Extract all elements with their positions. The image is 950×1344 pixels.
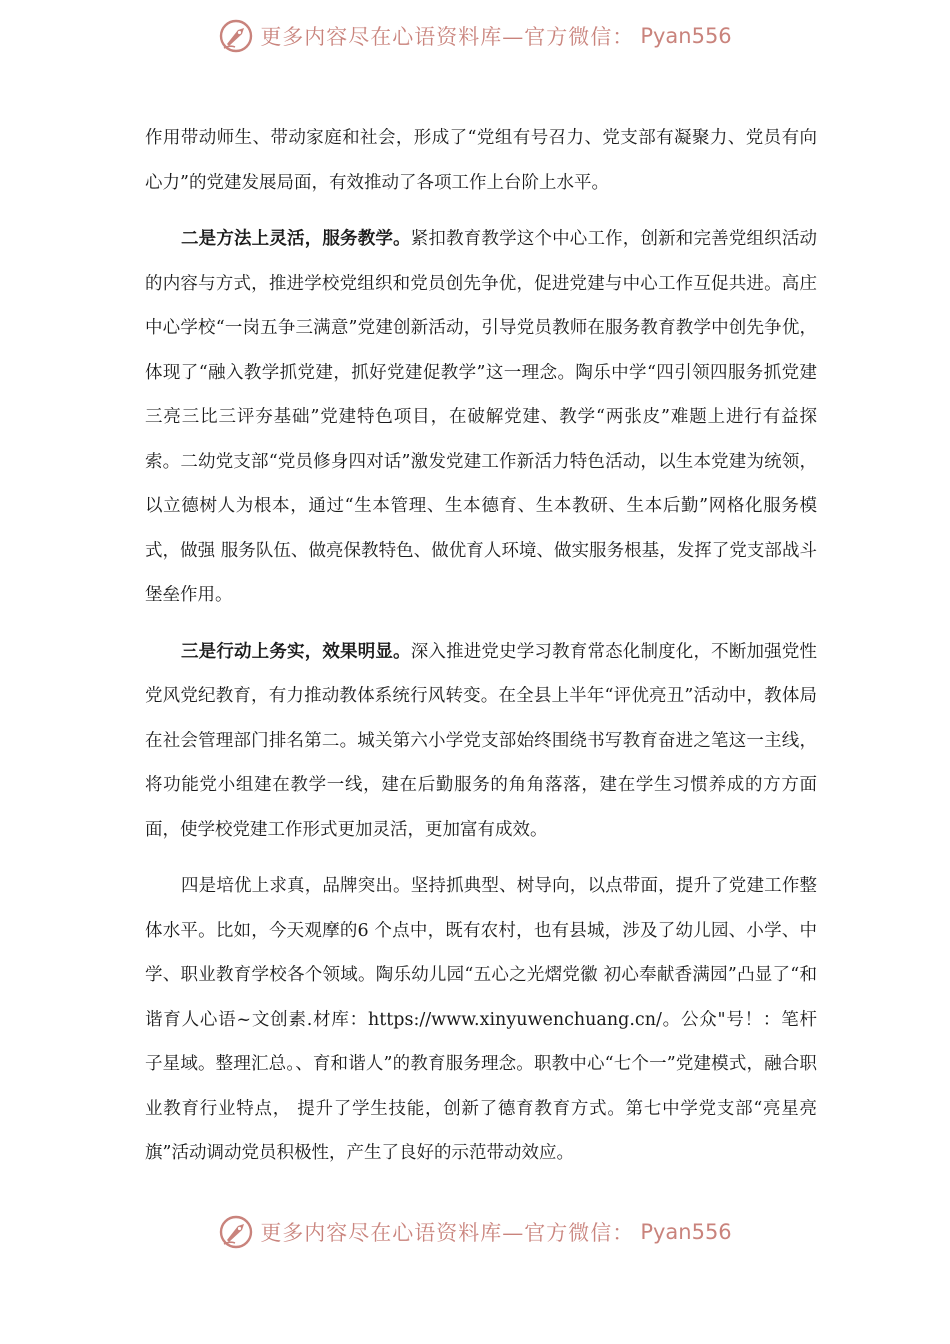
- paragraph-2: [145, 217, 817, 618]
- paragraph-2-lead: 二是方法上灵活，服务教学。: [181, 229, 411, 249]
- banner-text: 更多内容尽在心语资料库—官方微信：: [260, 25, 635, 49]
- paragraph-4: [145, 864, 817, 1176]
- paragraph-3-text: 深入推进党史学习教育常态化制度化，不断加强党性党风党纪教育，有力推动教体系统行风转变。在全县上半年“评优亮丑”活动中，教体局在社会管理部门排名第二。城关第六小学党支部始终围绕书写教育奋进之笔这一主线，将功能党小组建在教学一线，建在后勤服务的角角落落，建在学生习惯养成的方方面面，使学校党建工作形式更加灵活，更加富有成效。: [145, 641, 818, 840]
- paragraph-1: [145, 116, 817, 205]
- header-banner: [0, 14, 950, 58]
- banner-text: 更多内容尽在心语资料库—官方微信：: [260, 1221, 635, 1245]
- pen-nib-logo-icon: [218, 18, 254, 54]
- banner-handle: Pyan556: [640, 24, 732, 48]
- banner-handle: Pyan556: [640, 1220, 732, 1244]
- paragraph-3-lead: 三是行动上务实，效果明显。: [181, 641, 411, 662]
- paragraph-3: [145, 630, 817, 853]
- pen-nib-logo-icon: [218, 1214, 254, 1250]
- paragraph-4-text: 四是培优上求真，品牌突出。坚持抓典型、树导向，以点带面，提升了党建工作整体水平。比如，今天观摩的6 个点中，既有农村，也有县城，涉及了幼儿园、小学、中学、职业教育学校各个领域。陶乐幼儿园“五心之光熠党徽 初心奉献香满园”凸显了“和谐育人心语~文创素.材库：https://www.xinyuwenchuang.cn/。公众"号！：笔杆子星域。整理汇总。、育和谐人”的教育服务理念。职教中心“七个一”党建模式，融合职业教育行业特点， 提升了学生技能，创新了德育教育方式。第七中学党支部“亮星亮旗”活动调动党员积极性，产生了良好的示范带动效应。: [145, 876, 817, 1163]
- paragraph-2-text: 紧扣教育教学这个中心工作，创新和完善党组织活动的内容与方式，推进学校党组织和党员创先争优，促进党建与中心工作互促共进。高庄中心学校“一岗五争三满意”党建创新活动，引导党员教师在服务教育教学中创先争优，体现了“融入教学抓党建，抓好党建促教学”这一理念。陶乐中学“四引领四服务抓党建 三亮三比三评夯基础”党建特色项目，在破解党建、教学“两张皮”难题上进行有益探索。二幼党支部“党员修身四对话”激发党建工作新活力特色活动，以生本党建为统领，以立德树人为根本，通过“生本管理、生本德育、生本教研、生本后勤”网格化服务模式，做强 服务队伍、做亮保教特色、做优育人环境、做实服务根基，发挥了党支部战斗堡垒作用。: [145, 229, 818, 605]
- footer-banner: [0, 1210, 950, 1254]
- document-body: [145, 116, 817, 1176]
- paragraph-1-text: 作用带动师生、带动家庭和社会，形成了“党组有号召力、党支部有凝聚力、党员有向心力”的党建发展局面，有效推动了各项工作上台阶上水平。: [145, 128, 817, 193]
